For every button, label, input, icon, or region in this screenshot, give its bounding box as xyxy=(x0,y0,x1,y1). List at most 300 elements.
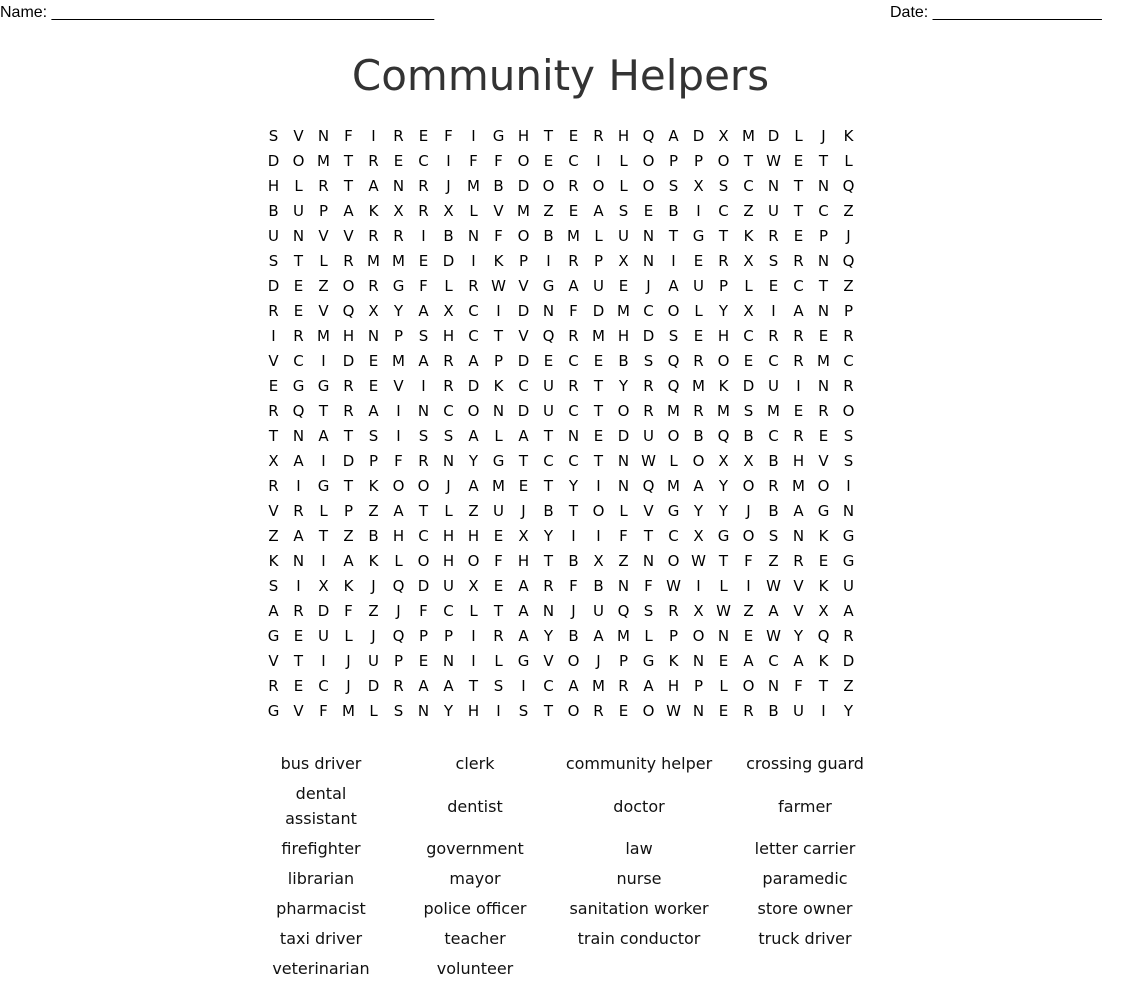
grid-letter: A xyxy=(343,552,354,570)
grid-letter: L xyxy=(444,502,453,520)
grid-letter: M xyxy=(592,677,605,695)
grid-letter: O xyxy=(692,452,705,470)
grid-letter: A xyxy=(368,402,379,420)
grid-letter: R xyxy=(493,627,504,645)
grid-letter: R xyxy=(693,402,704,420)
grid-letter: T xyxy=(268,427,279,445)
word-bank-item: bus driver xyxy=(280,754,362,773)
grid-letter: N xyxy=(617,577,630,595)
grid-letter: Y xyxy=(618,377,629,395)
grid-letter: I xyxy=(471,627,476,645)
grid-letter: T xyxy=(793,177,804,195)
grid-letter: G xyxy=(317,377,330,395)
grid-letter: T xyxy=(343,177,354,195)
grid-letter: P xyxy=(393,652,404,670)
grid-letter: D xyxy=(742,377,755,395)
grid-letter: H xyxy=(467,527,480,545)
grid-letter: N xyxy=(617,452,630,470)
grid-letter: S xyxy=(768,252,779,270)
grid-letter: M xyxy=(467,177,480,195)
grid-row xyxy=(261,524,861,549)
word-bank-item: mayor xyxy=(449,869,501,888)
grid-letter: N xyxy=(617,477,630,495)
grid-letter: K xyxy=(368,202,379,220)
grid-row xyxy=(261,449,861,474)
grid-letter: R xyxy=(668,602,679,620)
grid-letter: B xyxy=(768,502,779,520)
grid-letter: Z xyxy=(618,552,629,570)
grid-letter: D xyxy=(267,277,280,295)
grid-letter: I xyxy=(321,552,326,570)
grid-letter: B xyxy=(493,177,504,195)
grid-letter: E xyxy=(293,627,304,645)
grid-letter: Z xyxy=(768,552,779,570)
grid-letter: U xyxy=(768,202,779,220)
grid-letter: X xyxy=(443,202,454,220)
grid-row xyxy=(261,124,861,149)
grid-letter: D xyxy=(517,402,530,420)
grid-letter: X xyxy=(743,302,754,320)
grid-letter: U xyxy=(543,377,554,395)
grid-letter: V xyxy=(268,502,279,520)
grid-letter: Z xyxy=(743,202,754,220)
grid-letter: R xyxy=(368,227,379,245)
grid-letter: Q xyxy=(842,177,855,195)
grid-letter: Z xyxy=(543,202,554,220)
grid-letter: B xyxy=(568,552,579,570)
grid-letter: Y xyxy=(543,527,554,545)
grid-letter: R xyxy=(443,377,454,395)
grid-letter: Y xyxy=(843,702,854,720)
grid-row xyxy=(261,249,861,274)
grid-letter: R xyxy=(568,327,579,345)
grid-letter: X xyxy=(618,252,629,270)
grid-letter: C xyxy=(443,402,454,420)
grid-letter: T xyxy=(293,252,304,270)
grid-letter: S xyxy=(668,177,679,195)
grid-letter: G xyxy=(517,652,530,670)
grid-row xyxy=(261,274,861,299)
grid-letter: S xyxy=(643,352,654,370)
word-bank-item: veterinarian xyxy=(272,959,370,978)
grid-letter: S xyxy=(418,327,429,345)
grid-letter: D xyxy=(642,327,655,345)
grid-row xyxy=(261,399,861,424)
grid-letter: S xyxy=(393,702,404,720)
grid-letter: N xyxy=(542,602,555,620)
grid-letter: Y xyxy=(393,302,404,320)
grid-letter: U xyxy=(593,602,604,620)
grid-letter: K xyxy=(818,527,829,545)
grid-letter: C xyxy=(568,152,579,170)
grid-letter: E xyxy=(718,702,729,720)
grid-letter: N xyxy=(292,227,305,245)
grid-letter: X xyxy=(318,577,329,595)
grid-letter: N xyxy=(642,552,655,570)
grid-letter: O xyxy=(342,277,355,295)
grid-letter: N xyxy=(717,627,730,645)
grid-letter: A xyxy=(468,477,479,495)
grid-letter: Y xyxy=(718,477,729,495)
grid-letter: F xyxy=(744,552,753,570)
grid-letter: X xyxy=(718,452,729,470)
grid-letter: R xyxy=(593,127,604,145)
grid-letter: P xyxy=(318,202,329,220)
grid-letter: I xyxy=(796,377,801,395)
grid-letter: D xyxy=(517,302,530,320)
grid-letter: R xyxy=(843,377,854,395)
grid-letter: I xyxy=(321,652,326,670)
grid-letter: N xyxy=(292,427,305,445)
grid-letter: V xyxy=(543,652,554,670)
grid-letter: G xyxy=(717,527,730,545)
grid-letter: S xyxy=(768,527,779,545)
grid-letter: P xyxy=(418,627,429,645)
grid-letter: R xyxy=(793,427,804,445)
grid-letter: H xyxy=(442,527,455,545)
grid-letter: S xyxy=(843,427,854,445)
grid-letter: D xyxy=(842,652,855,670)
grid-letter: E xyxy=(793,227,804,245)
grid-letter: G xyxy=(267,627,280,645)
grid-letter: O xyxy=(292,152,305,170)
grid-letter: E xyxy=(743,627,754,645)
grid-letter: T xyxy=(593,452,604,470)
grid-letter: W xyxy=(716,602,731,620)
grid-letter: R xyxy=(543,577,554,595)
grid-letter: Q xyxy=(817,627,830,645)
grid-letter: R xyxy=(818,402,829,420)
grid-letter: M xyxy=(742,127,755,145)
grid-letter: E xyxy=(543,352,554,370)
grid-letter: L xyxy=(619,502,628,520)
grid-letter: G xyxy=(642,652,655,670)
grid-letter: T xyxy=(818,677,829,695)
grid-letter: C xyxy=(843,352,854,370)
grid-letter: O xyxy=(667,552,680,570)
grid-letter: R xyxy=(343,377,354,395)
word-bank-item: government xyxy=(426,839,524,858)
word-bank-item: store owner xyxy=(757,899,853,918)
grid-letter: M xyxy=(717,402,730,420)
grid-letter: U xyxy=(693,277,704,295)
grid-letter: C xyxy=(818,202,829,220)
grid-letter: J xyxy=(596,652,601,670)
grid-letter: W xyxy=(491,277,506,295)
grid-letter: F xyxy=(394,452,403,470)
grid-letter: C xyxy=(568,452,579,470)
grid-letter: G xyxy=(842,552,855,570)
grid-letter: R xyxy=(268,402,279,420)
grid-letter: S xyxy=(643,602,654,620)
grid-letter: C xyxy=(768,352,779,370)
word-bank-item: community helper xyxy=(565,754,713,773)
grid-letter: U xyxy=(318,627,329,645)
grid-row xyxy=(261,499,861,524)
grid-letter: X xyxy=(718,127,729,145)
grid-letter: X xyxy=(743,252,754,270)
grid-letter: Q xyxy=(542,327,555,345)
grid-row xyxy=(261,599,861,624)
grid-letter: A xyxy=(368,177,379,195)
grid-letter: B xyxy=(268,202,279,220)
grid-letter: I xyxy=(846,477,851,495)
grid-letter: N xyxy=(692,652,705,670)
grid-letter: T xyxy=(543,552,554,570)
grid-letter: Z xyxy=(318,277,329,295)
grid-letter: M xyxy=(567,227,580,245)
grid-letter: T xyxy=(593,402,604,420)
grid-letter: V xyxy=(793,602,804,620)
word-bank-item: truck driver xyxy=(758,929,852,948)
grid-letter: W xyxy=(766,577,781,595)
grid-letter: R xyxy=(368,152,379,170)
grid-letter: Z xyxy=(843,677,854,695)
grid-letter: T xyxy=(418,502,429,520)
grid-letter: C xyxy=(568,352,579,370)
grid-letter: P xyxy=(843,302,854,320)
grid-letter: D xyxy=(317,602,330,620)
grid-letter: D xyxy=(442,252,455,270)
grid-letter: I xyxy=(421,227,426,245)
grid-letter: A xyxy=(643,677,654,695)
grid-letter: I xyxy=(696,577,701,595)
grid-letter: V xyxy=(318,227,329,245)
grid-letter: A xyxy=(793,652,804,670)
grid-letter: K xyxy=(493,252,504,270)
grid-letter: P xyxy=(693,677,704,695)
grid-letter: W xyxy=(666,702,681,720)
grid-letter: R xyxy=(768,227,779,245)
grid-letter: C xyxy=(718,202,729,220)
grid-letter: P xyxy=(718,277,729,295)
grid-letter: L xyxy=(719,577,728,595)
grid-letter: P xyxy=(393,327,404,345)
grid-row xyxy=(261,474,861,499)
grid-letter: A xyxy=(793,502,804,520)
grid-letter: L xyxy=(469,602,478,620)
grid-letter: X xyxy=(818,602,829,620)
grid-letter: B xyxy=(768,452,779,470)
grid-row xyxy=(261,674,861,699)
grid-letter: L xyxy=(344,627,353,645)
grid-letter: M xyxy=(492,477,505,495)
word-bank-item: volunteer xyxy=(436,959,514,978)
grid-letter: L xyxy=(494,427,503,445)
grid-letter: V xyxy=(343,227,354,245)
grid-letter: Y xyxy=(793,627,804,645)
word-bank-item: librarian xyxy=(287,869,355,888)
grid-letter: E xyxy=(643,202,654,220)
grid-letter: E xyxy=(393,152,404,170)
grid-letter: O xyxy=(642,152,655,170)
grid-letter: H xyxy=(392,527,405,545)
grid-letter: A xyxy=(293,527,304,545)
grid-letter: W xyxy=(766,152,781,170)
grid-letter: L xyxy=(619,177,628,195)
grid-letter: Y xyxy=(568,477,579,495)
grid-letter: Y xyxy=(443,702,454,720)
grid-letter: O xyxy=(392,477,405,495)
grid-letter: M xyxy=(392,252,405,270)
grid-letter: O xyxy=(467,402,480,420)
grid-letter: E xyxy=(618,702,629,720)
grid-letter: T xyxy=(518,452,529,470)
grid-letter: F xyxy=(469,152,478,170)
word-bank-item: firefighter xyxy=(281,839,361,858)
grid-letter: U xyxy=(493,502,504,520)
grid-letter: L xyxy=(844,152,853,170)
grid-letter: Z xyxy=(843,202,854,220)
grid-row xyxy=(261,549,861,574)
grid-letter: B xyxy=(743,427,754,445)
grid-letter: G xyxy=(492,127,505,145)
grid-letter: L xyxy=(744,277,753,295)
grid-letter: A xyxy=(593,627,604,645)
grid-letter: S xyxy=(268,127,279,145)
grid-letter: N xyxy=(692,702,705,720)
grid-letter: R xyxy=(343,252,354,270)
grid-letter: R xyxy=(793,552,804,570)
grid-letter: R xyxy=(768,327,779,345)
grid-letter: T xyxy=(668,227,679,245)
grid-letter: R xyxy=(568,252,579,270)
grid-letter: N xyxy=(317,127,330,145)
grid-letter: U xyxy=(443,577,454,595)
grid-letter: I xyxy=(821,702,826,720)
grid-letter: T xyxy=(593,377,604,395)
grid-letter: C xyxy=(418,152,429,170)
grid-letter: E xyxy=(568,127,579,145)
grid-letter: G xyxy=(317,477,330,495)
grid-letter: Q xyxy=(667,377,680,395)
grid-letter: L xyxy=(394,552,403,570)
grid-letter: N xyxy=(767,177,780,195)
grid-letter: B xyxy=(668,202,679,220)
grid-letter: J xyxy=(346,677,351,695)
grid-letter: U xyxy=(368,652,379,670)
grid-letter: F xyxy=(569,577,578,595)
grid-letter: L xyxy=(369,702,378,720)
grid-letter: A xyxy=(568,677,579,695)
date-field[interactable]: Date: ___________________ xyxy=(890,4,1102,21)
grid-letter: L xyxy=(644,627,653,645)
grid-letter: L xyxy=(444,277,453,295)
grid-letter: C xyxy=(543,677,554,695)
grid-letter: K xyxy=(818,577,829,595)
grid-letter: X xyxy=(268,452,279,470)
grid-letter: O xyxy=(742,477,755,495)
word-bank-item: paramedic xyxy=(762,869,848,888)
grid-letter: R xyxy=(268,477,279,495)
grid-letter: V xyxy=(293,127,304,145)
grid-letter: A xyxy=(793,302,804,320)
grid-letter: E xyxy=(418,652,429,670)
grid-row xyxy=(261,149,861,174)
grid-letter: I xyxy=(521,677,526,695)
grid-letter: E xyxy=(293,677,304,695)
grid-letter: C xyxy=(793,277,804,295)
grid-letter: N xyxy=(442,452,455,470)
grid-letter: I xyxy=(471,652,476,670)
grid-letter: I xyxy=(746,577,751,595)
grid-letter: R xyxy=(293,502,304,520)
grid-letter: V xyxy=(318,302,329,320)
grid-letter: E xyxy=(693,327,704,345)
grid-letter: A xyxy=(443,677,454,695)
grid-letter: K xyxy=(718,377,729,395)
grid-letter: M xyxy=(767,402,780,420)
grid-letter: I xyxy=(771,302,776,320)
grid-letter: T xyxy=(718,227,729,245)
grid-letter: F xyxy=(794,677,803,695)
grid-letter: S xyxy=(618,202,629,220)
grid-letter: O xyxy=(417,477,430,495)
grid-letter: G xyxy=(392,277,405,295)
grid-letter: O xyxy=(517,152,530,170)
grid-letter: E xyxy=(418,127,429,145)
grid-letter: H xyxy=(442,552,455,570)
grid-letter: J xyxy=(571,602,576,620)
grid-letter: H xyxy=(467,702,480,720)
grid-letter: R xyxy=(793,327,804,345)
grid-row xyxy=(261,374,861,399)
grid-letter: D xyxy=(367,677,380,695)
grid-letter: R xyxy=(418,177,429,195)
grid-letter: A xyxy=(568,277,579,295)
grid-letter: S xyxy=(668,327,679,345)
grid-letter: O xyxy=(467,552,480,570)
grid-letter: I xyxy=(321,352,326,370)
grid-letter: L xyxy=(319,252,328,270)
name-field[interactable]: Name: ___________________________________________ xyxy=(0,4,435,21)
grid-letter: O xyxy=(642,702,655,720)
grid-letter: I xyxy=(421,377,426,395)
grid-letter: T xyxy=(818,152,829,170)
grid-letter: X xyxy=(518,527,529,545)
grid-letter: O xyxy=(642,177,655,195)
grid-letter: A xyxy=(268,602,279,620)
grid-letter: I xyxy=(396,427,401,445)
grid-letter: V xyxy=(293,702,304,720)
grid-letter: E xyxy=(718,652,729,670)
grid-letter: T xyxy=(643,527,654,545)
grid-letter: Y xyxy=(718,302,729,320)
grid-letter: U xyxy=(768,377,779,395)
grid-letter: G xyxy=(667,502,680,520)
grid-letter: N xyxy=(467,227,480,245)
grid-letter: I xyxy=(296,477,301,495)
grid-letter: K xyxy=(843,127,854,145)
grid-row xyxy=(261,199,861,224)
grid-letter: S xyxy=(718,177,729,195)
grid-letter: P xyxy=(618,652,629,670)
grid-letter: O xyxy=(667,427,680,445)
grid-letter: B xyxy=(568,627,579,645)
grid-letter: A xyxy=(318,427,329,445)
grid-letter: N xyxy=(642,227,655,245)
grid-letter: M xyxy=(667,477,680,495)
grid-letter: R xyxy=(718,252,729,270)
grid-letter: O xyxy=(717,152,730,170)
grid-letter: M xyxy=(592,327,605,345)
grid-letter: Q xyxy=(392,627,405,645)
grid-letter: D xyxy=(467,377,480,395)
grid-letter: E xyxy=(293,277,304,295)
grid-letter: M xyxy=(317,327,330,345)
word-bank-item: pharmacist xyxy=(276,899,366,918)
word-bank-item: police officer xyxy=(423,899,527,918)
